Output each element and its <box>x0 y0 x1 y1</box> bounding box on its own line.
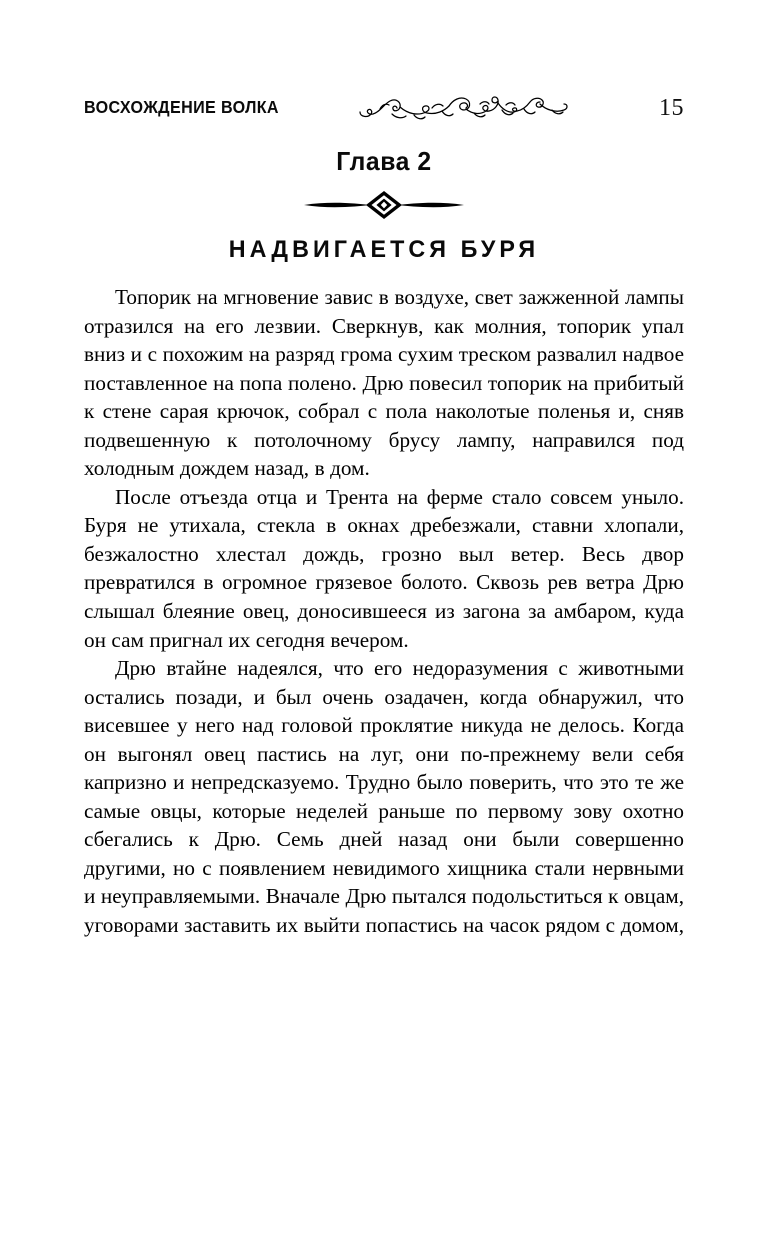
body-text-column <box>84 283 684 968</box>
page-number: 15 <box>659 95 684 121</box>
diamond-spear-ornament <box>0 190 768 220</box>
chapter-heading-block <box>0 148 768 262</box>
paragraph: Дрю втайне надеялся, что его недоразумения с животными остались позади, и был очень озадачен, когда обнаружил, что висевшее у него над головой проклятие никуда не делось. Когда он выгонял овец пастись на луг, они по-прежнему вели себя капризно и непредсказуемо. Трудно было поверить, что это те же самые овцы, которые неделей раньше по первому зову охотно сбегались к Дрю. Семь дней назад они были совершенно другими, но с появлением невидимого хищника стали нервными и неуправляемыми. Вначале Дрю пытался подольститься к овцам, уговорами заставить их выйти попастись на часок рядом с домом, <box>84 656 684 938</box>
running-head <box>84 88 684 128</box>
chapter-title: НАДВИГАЕТСЯ БУРЯ <box>228 236 540 263</box>
paragraph: Топорик на мгновение завис в воздухе, свет зажженной лампы отразился на его лезвии. Сверкнув, как молния, топорик упал вниз и с похожим на разряд грома сухим треском развалил надвое поставленное на попа полено. Дрю повесил топорик на прибитый к стене сарая крючок, собрал с пола наколотые поленья и, сняв подвешенную к потолочному брусу лампу, направился под холодным дождем назад, в дом. <box>84 285 684 481</box>
paragraph: После отъезда отца и Трента на ферме стало совсем уныло. Буря не утихала, стекла в окнах дребезжали, ставни хлопали, безжалостно хлестал дождь, грозно выл ветер. Весь двор превратился в огромное грязевое болото. Сквозь рев ветра Дрю слышал блеяние овец, доносившееся из загона за амбаром, куда он сам пригнал их сегодня вечером. <box>84 484 684 652</box>
filigree-flourish-ornament <box>322 90 572 126</box>
running-head-book-title: ВОСХОЖДЕНИЕ ВОЛКА <box>84 97 279 118</box>
chapter-number-label: Глава 2 <box>336 146 432 176</box>
